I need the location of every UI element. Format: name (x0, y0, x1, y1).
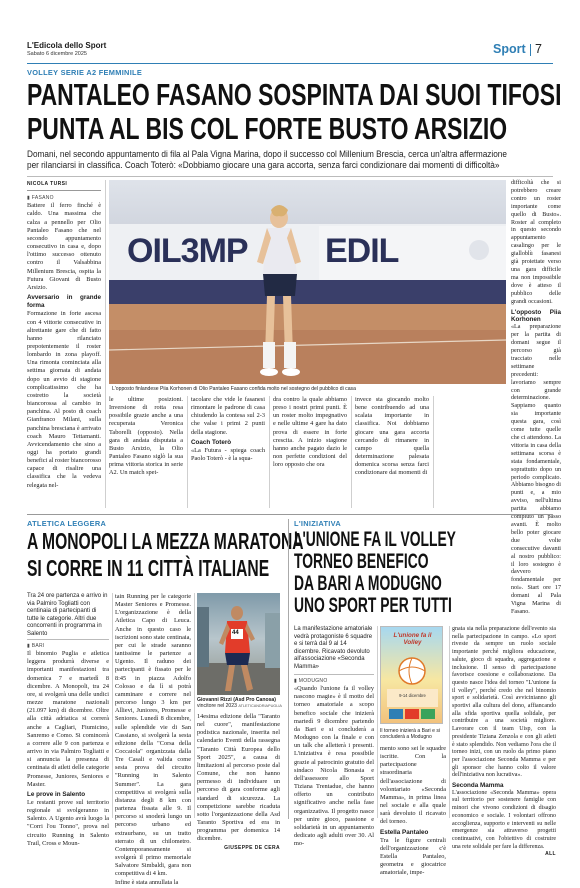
main-column-5 (355, 396, 429, 510)
dateline-location: ▮ FASANO (27, 195, 54, 202)
section-rule (27, 514, 553, 515)
column-separator (269, 396, 270, 508)
section-label: Sport (493, 42, 526, 56)
left-column-3 (197, 713, 280, 851)
right-body-4: gnata sia nella preparazione dell'evento sia nella partecipazione in campo. «Lo sport riveste da sempre un ruolo sociale importante perché migliora educazione, salute, gioco di squadra, aggregazione e inclusione. Il senso di partecipazione favorisce coesione e collaborazione. Da questo nasce l'idea del torneo "L'unione fa il volley", perché credo che nel binomio sport e solidarietà. Così avvicinianno gli sportivi alla cultura del dono, affiancando alla sfida sportiva quella solidale, per contribuire a una società migliore. Lavorare con il team Uisp, con la presidente Tiziana Zenzola e con gli atleti è stato splendido. Non vediamo l'ora che il torneo inizi, con un ruolo da primo piano per l'associazione Seconda Mamma e per gli sponsor che hanno colto il valore dell'iniziativa non lucrativa». (452, 626, 556, 779)
main-column-2 (109, 396, 183, 510)
column-separator (112, 593, 113, 818)
main-photo-illustration (109, 180, 506, 384)
author-byline: NICOLA TURSI (27, 180, 101, 191)
right-headline-line-3: DA BARI A MODUGNO (294, 572, 442, 595)
tournament-poster (380, 626, 443, 724)
main-column-6 (511, 180, 561, 615)
main-body-1: Battere il ferro finché è caldo. Una massima che calza a pennello per Olio Pantaleo Fasano che nel secondo appuntamento consecutivo in casa e, dopo l'ottimo successo ottenuto contro il Valsabbina Millenium Brescia, ospita la Futura Giovani di Busto Arsizio. (27, 202, 101, 291)
right-headline-line-2: TORNEO BENEFICO (294, 550, 429, 573)
main-body-4: tacolare che vide le fasanesi rimontare le padrone di casa chiudendo la contesa sul 2-3 che valse i primi 2 punti della stagione. (191, 396, 265, 436)
right-body-3: Tra le figure centrali dell'organizzazione c'è Estella Pantaleo, geometra e giocatrice amatoriale, impe- (380, 836, 446, 877)
main-subhead-2: Coach Toterò (191, 438, 232, 446)
right-lead: La manifestazione amatoriale vedrà protagoniste 6 squadre e si terrà dal 9 al 14 dicembre. Ricavato devoluto all'associazione «Seconda Mamma» (294, 626, 373, 670)
column-separator (351, 396, 352, 508)
left-column-1 (27, 642, 109, 847)
poster-dates: 9-14 dicembre (399, 693, 426, 698)
right-column-3 (452, 626, 556, 858)
main-subhead-1: Avversario in grande forma (27, 294, 101, 310)
article-separator (288, 519, 289, 819)
left-lead-rule (27, 639, 109, 640)
page-number: 7 (535, 42, 542, 56)
column-separator (194, 593, 195, 818)
left-headline-line-2: SI CORRE IN 11 CITTÀ ITALIANE (27, 555, 270, 581)
column-separator (377, 626, 378, 818)
main-body-3: le ultime posizioni. Inversione di rotta resa possibile grazie anche a una recuperata Veronica Taborelli (opposto). Nella gara di andata disputata a Busto Arsizio, la Olio Pantaleo Fasano siglò la sua prima vittoria storica in serie A2. Un match spet- (109, 396, 183, 477)
right-column-1 (294, 677, 374, 848)
standfirst-rule (27, 176, 553, 177)
left-kicker: ATLETICA LEGGERA (27, 519, 107, 528)
left-lead: Tra 24 ore partenza e arrivo in via Palmiro Togliatti con centinaia di partecipanti di tutte le categorie. Altri due concorrenti in programma in Salento (27, 593, 108, 637)
main-standfirst-line-1: Domani, nel secondo appuntamento di fila al Pala Vigna Marina, dopo il successo col Millenium Brescia, cerca un'altra affermazione (27, 149, 507, 159)
main-photo-banner-left: OIL3MP (127, 232, 248, 270)
right-column-2 (380, 745, 446, 877)
masthead-rule (27, 63, 553, 64)
masthead-date: Sabato 6 dicembre 2025 (27, 51, 87, 57)
left-body-5: 14esima edizione della "Taranto nel cuore", manifestazione podistica nazionale, inserita nel calendario Eventi della rassegna "Taranto Città Europea dello Sport 2025", a causa di limitazioni al percorso poste dal Comune, che non hanno permesso di individuare un percorso di gara conforme agli standard di sicurezza. La competizione sarebbe ricaduta sotto l'organizzazione della Asd Taranto Sportiva ed era in programma per domenica 14 dicembre. (197, 713, 280, 843)
caption-name: Giovanni Rizzi (Asd Pro Canosa) (197, 697, 276, 703)
main-kicker: VOLLEY SERIE A2 FEMMINILE (27, 68, 143, 77)
runner-bib-number: 44 (232, 630, 239, 636)
main-body-9: «La preparazione per la partita di domani segue il percorso già tracciato nelle settimane precedenti: lavoriamo sempre con grande determinazione. Sappiamo quanto sia importante questa gara, così come tutte quelle che ci attendono. La vittoria in casa della settimana scorsa è stata fondamentale, soprattutto dopo un periodo complicato. Abbiamo bisogno di punti e, a mio avviso, nell'ultima partita abbiamo compiuto un passo avanti. È molto bello poter giocare due volte consecutive davanti al nostro pubblico: il loro sostegno è davvero fondamentale per noi». Start ore 17 domani al Pala Vigna Marina di Fasano. (511, 324, 561, 615)
main-column-3 (191, 396, 265, 510)
main-photo-caption: L'opposto finlandese Piia Korhonen di Olio Pantaleo Fasano confida molto nel sostegno del pubblico di casa (112, 386, 356, 392)
right-headline-line-4: UNO SPORT PER TUTTI (294, 594, 452, 617)
runner-photo (197, 593, 280, 695)
section-divider (530, 44, 531, 56)
right-kicker: L'INIZIATIVA (294, 519, 341, 528)
caption-detail: vincitore nel 2023 (197, 703, 237, 710)
left-subhead-1: Le prove in Salento (27, 790, 86, 798)
column-separator (105, 180, 106, 508)
column-separator (187, 396, 188, 508)
poster-title: L'unione fa il Volley (393, 632, 432, 646)
main-photo (109, 180, 506, 384)
poster-caption: Il torneo inizierà a Bari e si concluderà a Modugno (380, 728, 441, 741)
left-signature: GIUSEPPE DE CERA (224, 844, 280, 851)
main-subhead-3: L'opposto Piia Korhonen (511, 308, 561, 324)
main-body-8: difficoltà che si potrebbero creare contro un roster importante come quello di Busto». Roster al completo in questo secondo appuntamento casalingo per le gialloblù fasanesi già proiettate verso una gara difficile ma non impossibile dove è atteso il pubblico delle grandi occasioni. (511, 180, 561, 305)
right-lead-rule (294, 674, 374, 675)
left-body-1: Il binomio Puglia e atletica leggera produrrà diverse e importanti manifestazioni tra domenica 7 e martedì 8 dicembre. A Monopoli, tra 24 ore, si svolgerà una delle undici mezze maratone nazionali (21.097 km) di dicembre. Oltre alla città adriatica si correrà anche a Cagliari, Fiumicino, Sanremo e Como. Si comincerà a correre alle 9 con partenza e arrivo in via Palmiro Togliatti e si annuncia la presenza di centinaia di atleti delle categorie Promesse, Juniores, Seniores e Master. (27, 650, 109, 788)
main-body-7: invece sta giocando molto bene contribuendo ad una scalata importante in classifica. Noi dobbiamo giocare una gara accorta cercando di rimanere in campo quella determinazione palesata domenica scorsa senza farci condizionare dai momenti di (355, 396, 429, 477)
main-standfirst-line-2: per rilanciarsi in classifica. Coach Toterò: «Dobbiamo giocare una gara accorta, senza farci condizionare dai momenti di difficoltà» (27, 160, 500, 170)
runner-photo-caption (197, 697, 283, 710)
main-column-1 (27, 180, 101, 510)
right-body-2: mento sono sei le squadre iscritte. Con la partecipazione straordinaria dell'associazione di volontariato «Seconda Mamma», in prima linea nel sociale e alla quale sarà devoluto il ricavato del torneo. (380, 745, 446, 826)
right-subhead-1: Estella Pantaleo (380, 828, 429, 836)
left-headline-line-1: A MONOPOLI LA MEZZA MARATONA (27, 528, 304, 554)
right-subhead-2: Seconda Mamma (452, 782, 504, 790)
column-separator (433, 396, 434, 508)
main-photo-banner-right: EDIL (325, 232, 399, 270)
main-body-6: dra contro la quale abbiamo preso i nostri primi punti. È un roster molto impegnativo e nelle ultime 4 gare ha dato prova di essere in forte crescita. A inizio stagione hanno anche pagato dazio le non perfette condizioni del loro opposto che ora (273, 396, 347, 469)
right-body-5: L'associazione «Seconda Mamma» opera sul territorio per sostenere famiglie con minori che vivono condizioni di disagio economico e sociale. I volontari offrono accoglienza, supporto e interventi su nelle emergenze sia attraverso progetti continuativi, con l'obiettivo di costruire una rete solidale per fare la differenza. (452, 789, 556, 850)
left-body-4: Infine è stata annullata la (115, 879, 179, 887)
left-dateline: ▮ BARI (27, 643, 45, 649)
column-separator (449, 626, 450, 818)
right-body-1: «Quando l'unione fa il volley nascono magie» è il motto del torneo amatoriale a scopo benefico sociale che inizierà martedì 9 dicembre partendo da Bari e si concluderà a Modugno con la finale e con un talk che alletterà i presenti. L'iniziativa è resa possibile grazie al patrocinio gratuito del sindaco Nicola Bonasia e dell'assessore allo Sport Tiziana Trentadue, che hanno offerto un contributo significativo anche nella fase organizzativa. Il progetto nasce per unire gioco, passione e solidarietà in un appuntamento dedicato agli adulti over 30. Al mo- (294, 685, 374, 848)
main-body-5: «La Futura - spiega coach Paolo Toterò - è la squa- (191, 446, 265, 463)
main-headline-line-2: PUNTA AL BIS COL FORTE BUSTO ARSIZIO (27, 111, 508, 146)
caption-credit: ATLETICANDRIAPUGLIA (238, 704, 282, 709)
main-body-2: Formazione in forte ascesa con 4 vittorie consecutive in altrettante gare che di fatto hanno rilanciato prepotentemente il roster lombardo in zona playoff. Una rimonta cominciata alla settima giornata di andata dopo un avvio di stagione complicatissimo che ha costretto la società biancorossa al cambio in panchina. Al posto di coach Gianfranco Milani, sulla panchina bresciana è arrivato coach Mauro Tettamanti. Avvicendamento che sino a oggi ha portato grandi benefici al roster biancorosso capace di risalire una classifica che la vedeva relegata nel- (27, 310, 101, 489)
masthead-brand: L'Edicola dello Sport (27, 41, 107, 50)
right-headline-line-1: L'UNIONE FA IL VOLLEY (294, 528, 456, 551)
left-body-3: tain Running per le categorie Master Seniores e Promesse. L'organizzazione è della Atletica Capo di Leuca. Anche in questo caso le iscrizioni sono state centinaia, per cui le strade saranno tantissime le partenze a Ugento. Il raduno dei partecipanti è fissato per le 8:45 in piazza Adolfo Colosso e da lì si potrà camminare e correre nel percorso lungo 3 km per Allievi, Juniores, Promesse e Seniores. Lunedì 8 dicembre, sulle splendide vie di San Cassiano, si svolgerà la sesta edizione della "Corsa della Coccaiola" organizzata dalla Tre Casali e valida come sesta prova del circuito "Running in Salento Summer". La gara competitiva si svolgerà sulla distanza degli 8 km con partenza fissata alle 9. Il percorso si snoderà lungo un percorso urbano ed extraurbano, su un tratto sterrato di un chilometro. Contemporaneamente si svolgerà il primo memoriale Salvatore Simbaldi, gara non competitiva di 4 km. (115, 593, 191, 878)
right-dateline: ▮ MODUGNO (294, 678, 328, 684)
right-signature: ALL (545, 851, 556, 858)
main-column-4 (273, 396, 347, 510)
main-headline-line-1: PANTALEO FASANO SOSPINTA DAI SUOI TIFOSI (27, 77, 562, 112)
left-column-2 (115, 593, 191, 887)
left-body-2: Le restanti prove sul territorio regionale si svolgeranno in Salento. A Ugento avrà luogo la "Corri l'ou Tonno", prova nel circuito Running in Salento Trail, Cross e Moun- (27, 798, 109, 847)
runner-illustration (197, 593, 280, 695)
